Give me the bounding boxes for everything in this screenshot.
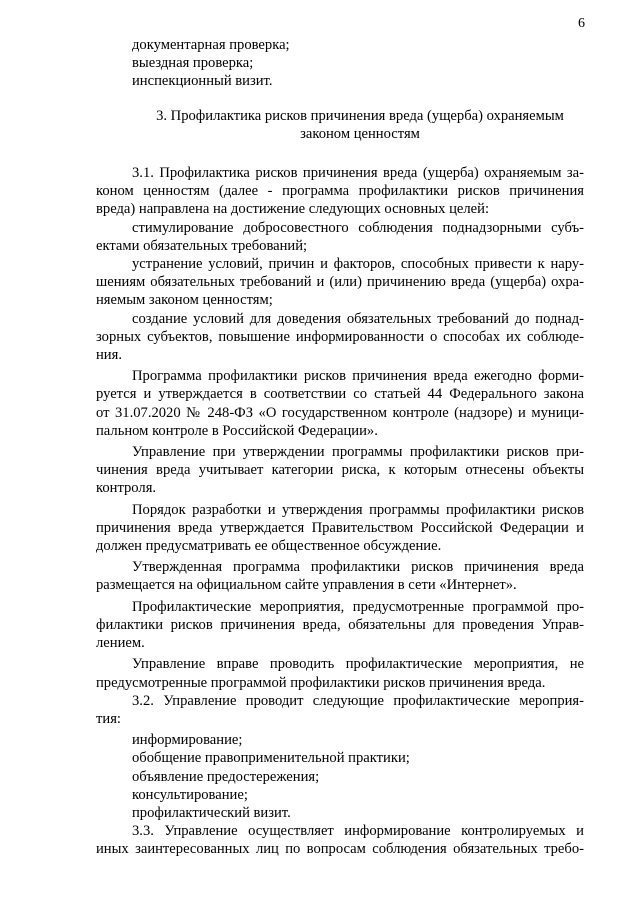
text-line: информирование; [132,732,243,749]
text-line: Профилактические мероприятия, предусмотренные программой про- [132,598,584,615]
text-line: 3.3. Управление осуществляет информирование контролируемых и [132,823,584,840]
list-item: документарная проверка; [132,37,290,53]
text-line: лением. [96,635,145,652]
text-line: тия: [96,710,121,727]
text-line: размещается на официальном сайте управления в сети «Интернет». [96,577,517,594]
text-line: консультирование; [132,786,248,803]
text-line: предусмотренные программой профилактики рисков причинения вреда. [96,674,546,691]
text-line: Утвержденная программа профилактики рисков причинения вреда [132,559,584,576]
text-line: 3.1. Профилактика рисков причинения вреда (ущерба) охраняемым за- [132,165,584,182]
text-line: должен предусматривать ее общественное обсуждение. [96,538,442,555]
text-line: няемым законом ценностям; [96,292,273,309]
text-line: шениям обязательных требований и (или) причинению вреда (ущерба) охра- [96,274,584,291]
page-number: 6 [578,16,585,31]
page-body [96,36,584,859]
text-line: зорных субъектов, повышение информированности о способах их соблюде- [96,328,584,345]
section-title-line: законом ценностям [300,125,420,142]
text-line: 3.2. Управление проводит следующие профилактические мероприя- [132,692,584,709]
text-line: контроля. [96,480,157,497]
text-line: руется и утверждается в соответствии со статьей 44 Федерального закона [96,386,584,403]
text-line: профилактический визит. [132,804,291,821]
text-line: Управление вправе проводить профилактические мероприятия, не [132,656,584,673]
text-line: от 31.07.2020 № 248-ФЗ «О государственном контроле (надзоре) и муници- [96,404,584,421]
section-title-line: 3. Профилактика рисков причинения вреда (ущерба) охраняемым [156,107,564,124]
text-line: пальном контроле в Российской Федерации». [96,422,378,439]
text-line: создание условий для доведения обязательных требований до поднад- [132,310,584,327]
text-line: коном ценностям (далее - программа профилактики рисков причинения [96,183,584,200]
text-line: иных заинтересованных лиц по вопросам соблюдения обязательных требо- [96,841,584,858]
section-heading [96,107,584,143]
text-line: ния. [96,347,122,364]
text-line: Управление при утверждении программы профилактики рисков при- [132,444,584,461]
text-line: причинения вреда утверждается Правительством Российской Федерации и [96,519,584,536]
text-line: ектами обязательных требований; [96,237,308,254]
list-item: выездная проверка; [132,55,254,72]
text-line: филактики рисков причинения вреда, обязательны для проведения Управ- [96,616,584,633]
intro-list [96,36,584,91]
section-text [96,164,584,859]
text-line: вреда) направлена на достижение следующих основных целей: [96,201,490,218]
text-line: чинения вреда учитывает категории риска, к которым отнесены объекты [96,462,584,479]
text-line: Программа профилактики рисков причинения вреда ежегодно форми- [132,368,584,385]
text-line: объявление предостережения; [132,768,320,785]
text-line: Порядок разработки и утверждения программы профилактики рисков [132,501,584,518]
list-item: инспекционный визит. [132,73,273,90]
text-line: обобщение правоприменительной практики; [132,750,410,767]
text-line: стимулирование добросовестного соблюдения поднадзорными субъ- [132,219,584,236]
text-line: устранение условий, причин и факторов, способных привести к нару- [132,256,584,273]
